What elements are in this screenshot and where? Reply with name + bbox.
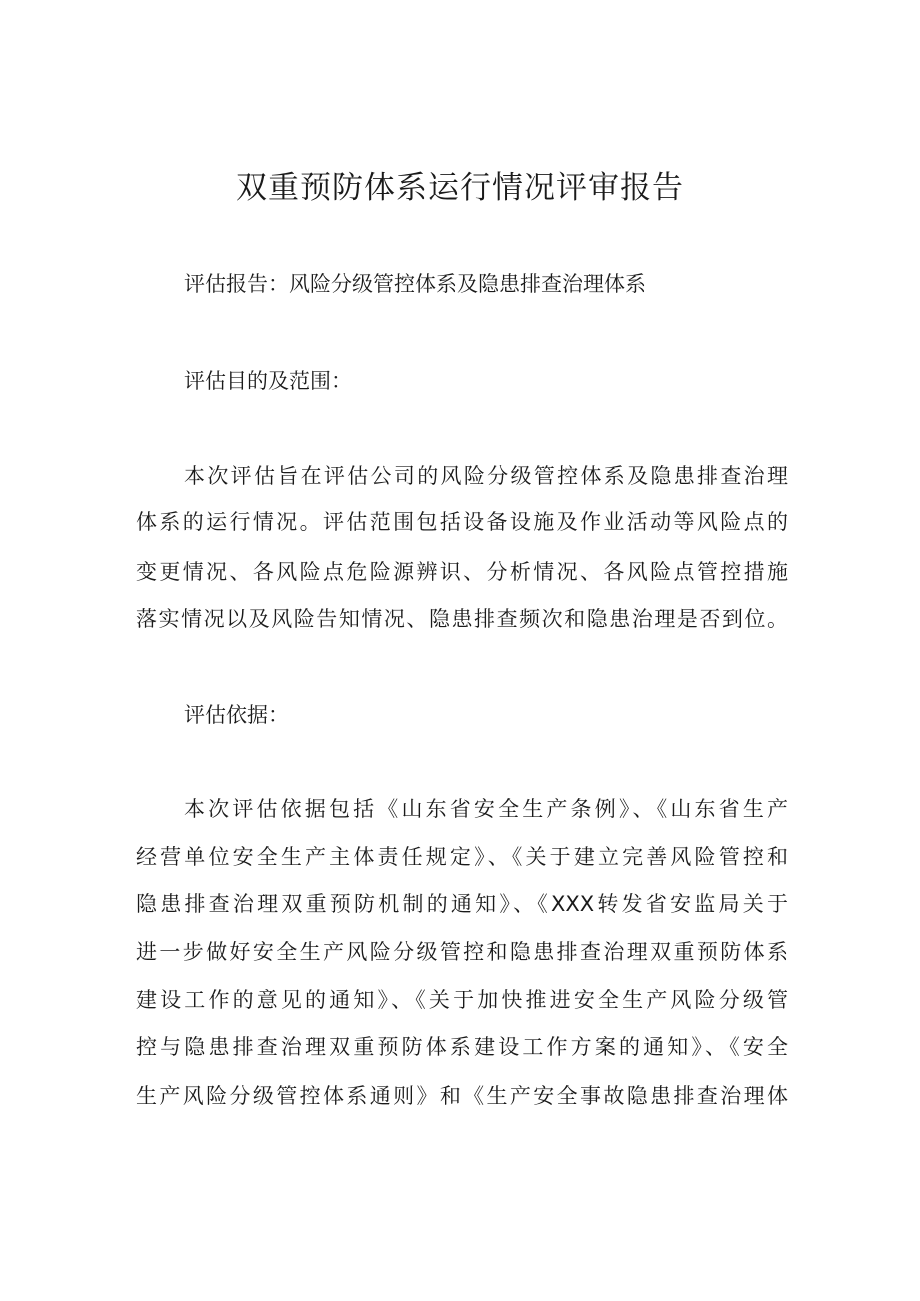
report-subject: 评估报告：风险分级管控体系及隐患排查治理体系 bbox=[184, 272, 646, 296]
basis-line: 生产风险分级管控体系通则》和《生产安全事故隐患排查治理体 bbox=[136, 1084, 788, 1108]
basis-line: 进一步做好安全生产风险分级管控和隐患排查治理双重预防体系 bbox=[136, 940, 788, 964]
basis-line: 隐患排查治理双重预防机制的通知》、《XXX转发省安监局关于 bbox=[136, 892, 788, 916]
basis-line: 建设工作的意见的通知》、《关于加快推进安全生产风险分级管 bbox=[136, 988, 788, 1012]
purpose-heading: 评估目的及范围： bbox=[184, 369, 352, 393]
document-title: 双重预防体系运行情况评审报告 bbox=[236, 170, 684, 206]
basis-heading: 评估依据： bbox=[184, 703, 289, 727]
purpose-line: 体系的运行情况。评估范围包括设备设施及作业活动等风险点的 bbox=[136, 510, 788, 534]
purpose-line: 落实情况以及风险告知情况、隐患排查频次和隐患治理是否到位。 bbox=[136, 607, 788, 631]
basis-line: 经营单位安全生产主体责任规定》、《关于建立完善风险管控和 bbox=[136, 845, 788, 869]
purpose-line: 本次评估旨在评估公司的风险分级管控体系及隐患排查治理 bbox=[184, 464, 788, 488]
purpose-line: 变更情况、各风险点危险源辨识、分析情况、各风险点管控措施 bbox=[136, 560, 788, 584]
basis-line: 控与隐患排查治理双重预防体系建设工作方案的通知》、《安全 bbox=[136, 1035, 788, 1059]
basis-line: 本次评估依据包括《山东省安全生产条例》、《山东省生产 bbox=[184, 797, 788, 821]
